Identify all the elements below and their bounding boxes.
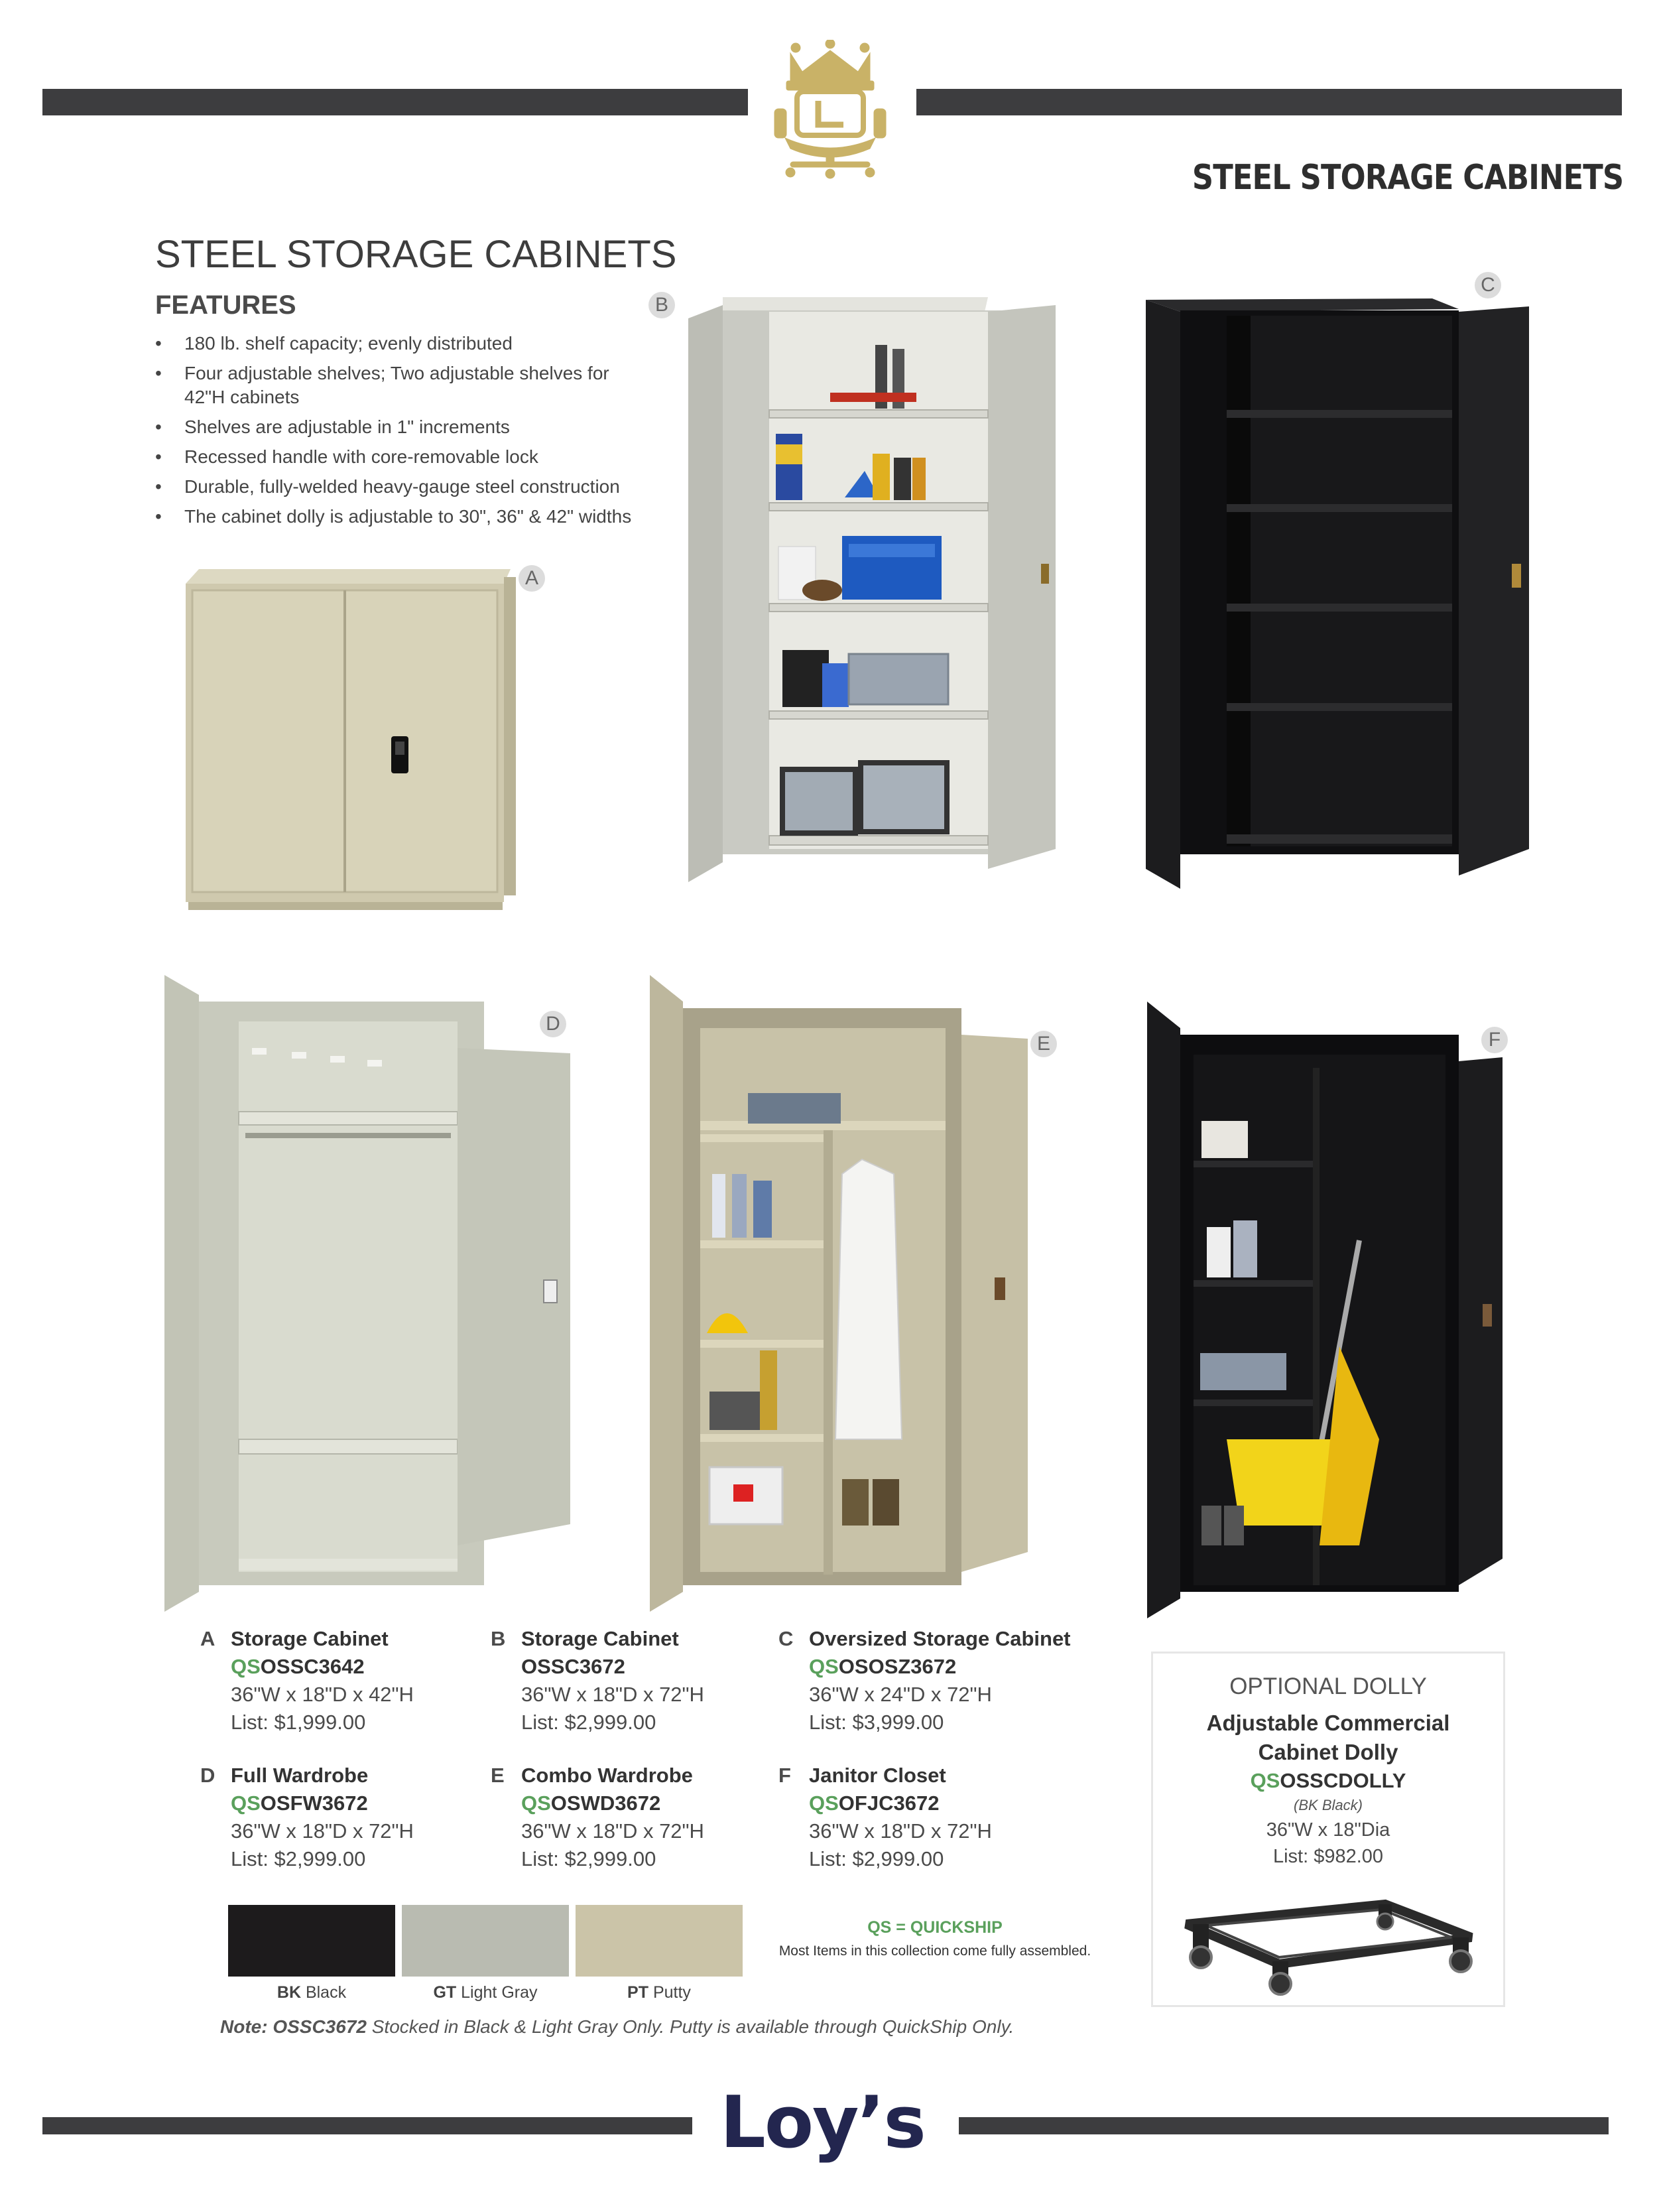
quickship-tag: QS [809, 1791, 839, 1815]
header-bar-left [42, 89, 748, 115]
feature-item: • Durable, fully-welded heavy-gauge steel construction [155, 475, 633, 499]
swatch-black [228, 1905, 395, 1977]
product-price: List: $2,999.00 [809, 1847, 944, 1870]
badge-d: D [540, 1011, 566, 1037]
dolly-image [1180, 1898, 1478, 1997]
footer-bar-right [959, 2117, 1609, 2134]
optional-dolly-panel [1151, 1652, 1505, 2007]
product-dimensions: 36"W x 24"D x 72"H [809, 1683, 992, 1706]
crown-chair-logo-icon [770, 40, 890, 179]
product-price: List: $2,999.00 [231, 1847, 366, 1870]
features-title: FEATURES [155, 291, 296, 320]
product-name: Combo Wardrobe [521, 1764, 693, 1787]
footer-bar-left [42, 2117, 692, 2134]
swatch-light-gray [402, 1905, 569, 1977]
product-letter: A [200, 1627, 215, 1650]
cabinet-b-image [683, 292, 1068, 895]
product-letter: D [200, 1764, 215, 1787]
product-name: Oversized Storage Cabinet [809, 1627, 1071, 1650]
feature-item: • Shelves are adjustable in 1" increments [155, 415, 633, 439]
dolly-price: List: $982.00 [1272, 1846, 1384, 1867]
product-name: Janitor Closet [809, 1764, 946, 1787]
swatch-label-putty: PT Putty [627, 1983, 691, 2002]
product-letter: E [491, 1764, 505, 1787]
product-dimensions: 36"W x 18"D x 72"H [521, 1683, 704, 1706]
cabinet-d-image [159, 975, 584, 1612]
section-title: STEEL STORAGE CABINETS [155, 233, 677, 276]
product-sku: OSSC3642 [260, 1655, 365, 1678]
product-price: List: $1,999.00 [231, 1711, 366, 1734]
product-a [200, 1625, 509, 1736]
product-name: Full Wardrobe [231, 1764, 369, 1787]
product-dimensions: 36"W x 18"D x 72"H [521, 1819, 704, 1843]
assembled-note: Most Items in this collection come fully assembled. [778, 1943, 1091, 1959]
product-sku: OSSC3672 [521, 1655, 625, 1678]
dolly-heading: OPTIONAL DOLLY [1229, 1673, 1427, 1699]
product-price: List: $3,999.00 [809, 1711, 944, 1734]
loys-logo: Loy’s [720, 2081, 925, 2164]
quickship-legend: QS = QUICKSHIP [867, 1918, 1003, 1937]
badge-f: F [1481, 1027, 1508, 1053]
product-price: List: $2,999.00 [521, 1847, 656, 1870]
feature-item: • 180 lb. shelf capacity; evenly distributed [155, 332, 633, 356]
feature-item: • Four adjustable shelves; Two adjustable shelves for 42"H cabinets [155, 361, 633, 409]
product-sku: OFJC3672 [838, 1791, 940, 1815]
badge-e: E [1030, 1031, 1057, 1057]
product-letter: F [778, 1764, 791, 1787]
header-bar-right [916, 89, 1622, 115]
cabinet-f-image [1140, 1002, 1512, 1618]
product-name: Storage Cabinet [231, 1627, 389, 1650]
product-d [200, 1762, 509, 1873]
badge-b: B [648, 292, 675, 318]
product-dimensions: 36"W x 18"D x 72"H [809, 1819, 992, 1843]
badge-c: C [1475, 272, 1501, 298]
dolly-name-line1: Adjustable Commercial [1206, 1711, 1450, 1735]
swatch-label-light-gray: GT Light Gray [433, 1983, 538, 2002]
product-sku: OSOSZ3672 [838, 1655, 957, 1678]
product-b [491, 1625, 800, 1736]
quickship-tag: QS [231, 1655, 261, 1678]
dolly-dimensions: 36"W x 18"Dia [1266, 1819, 1390, 1841]
product-f [778, 1762, 1087, 1873]
product-letter: B [491, 1627, 506, 1650]
features-list [155, 332, 633, 535]
product-dimensions: 36"W x 18"D x 72"H [231, 1819, 414, 1843]
quickship-tag: QS [521, 1791, 551, 1815]
product-e [491, 1762, 800, 1873]
swatch-putty [576, 1905, 743, 1977]
product-name: Storage Cabinet [521, 1627, 679, 1650]
product-sku: OSFW3672 [260, 1791, 368, 1815]
product-sku: OSWD3672 [550, 1791, 661, 1815]
badge-a: A [519, 565, 545, 592]
feature-item: • The cabinet dolly is adjustable to 30", 36" & 42" widths [155, 505, 633, 529]
quickship-tag: QS [809, 1655, 839, 1678]
product-letter: C [778, 1627, 794, 1650]
product-dimensions: 36"W x 18"D x 42"H [231, 1683, 414, 1706]
cabinet-c-image [1140, 292, 1538, 895]
stock-note: Note: OSSC3672 Stocked in Black & Light Gray Only. Putty is available through QuickShip Only. [220, 2016, 1014, 2037]
dolly-finish: (BK Black) [1294, 1797, 1363, 1813]
page-heading: STEEL STORAGE CABINETS [1192, 158, 1623, 198]
product-price: List: $2,999.00 [521, 1711, 656, 1734]
cabinet-e-image [643, 975, 1054, 1612]
feature-item: • Recessed handle with core-removable lock [155, 445, 633, 469]
dolly-sku: QSOSSCDOLLY [1250, 1769, 1406, 1792]
swatch-label-black: BK Black [276, 1983, 347, 2002]
cabinet-a-image [179, 564, 524, 922]
dolly-name-line2: Cabinet Dolly [1258, 1740, 1398, 1764]
product-c [778, 1625, 1087, 1736]
quickship-tag: QS [231, 1791, 261, 1815]
